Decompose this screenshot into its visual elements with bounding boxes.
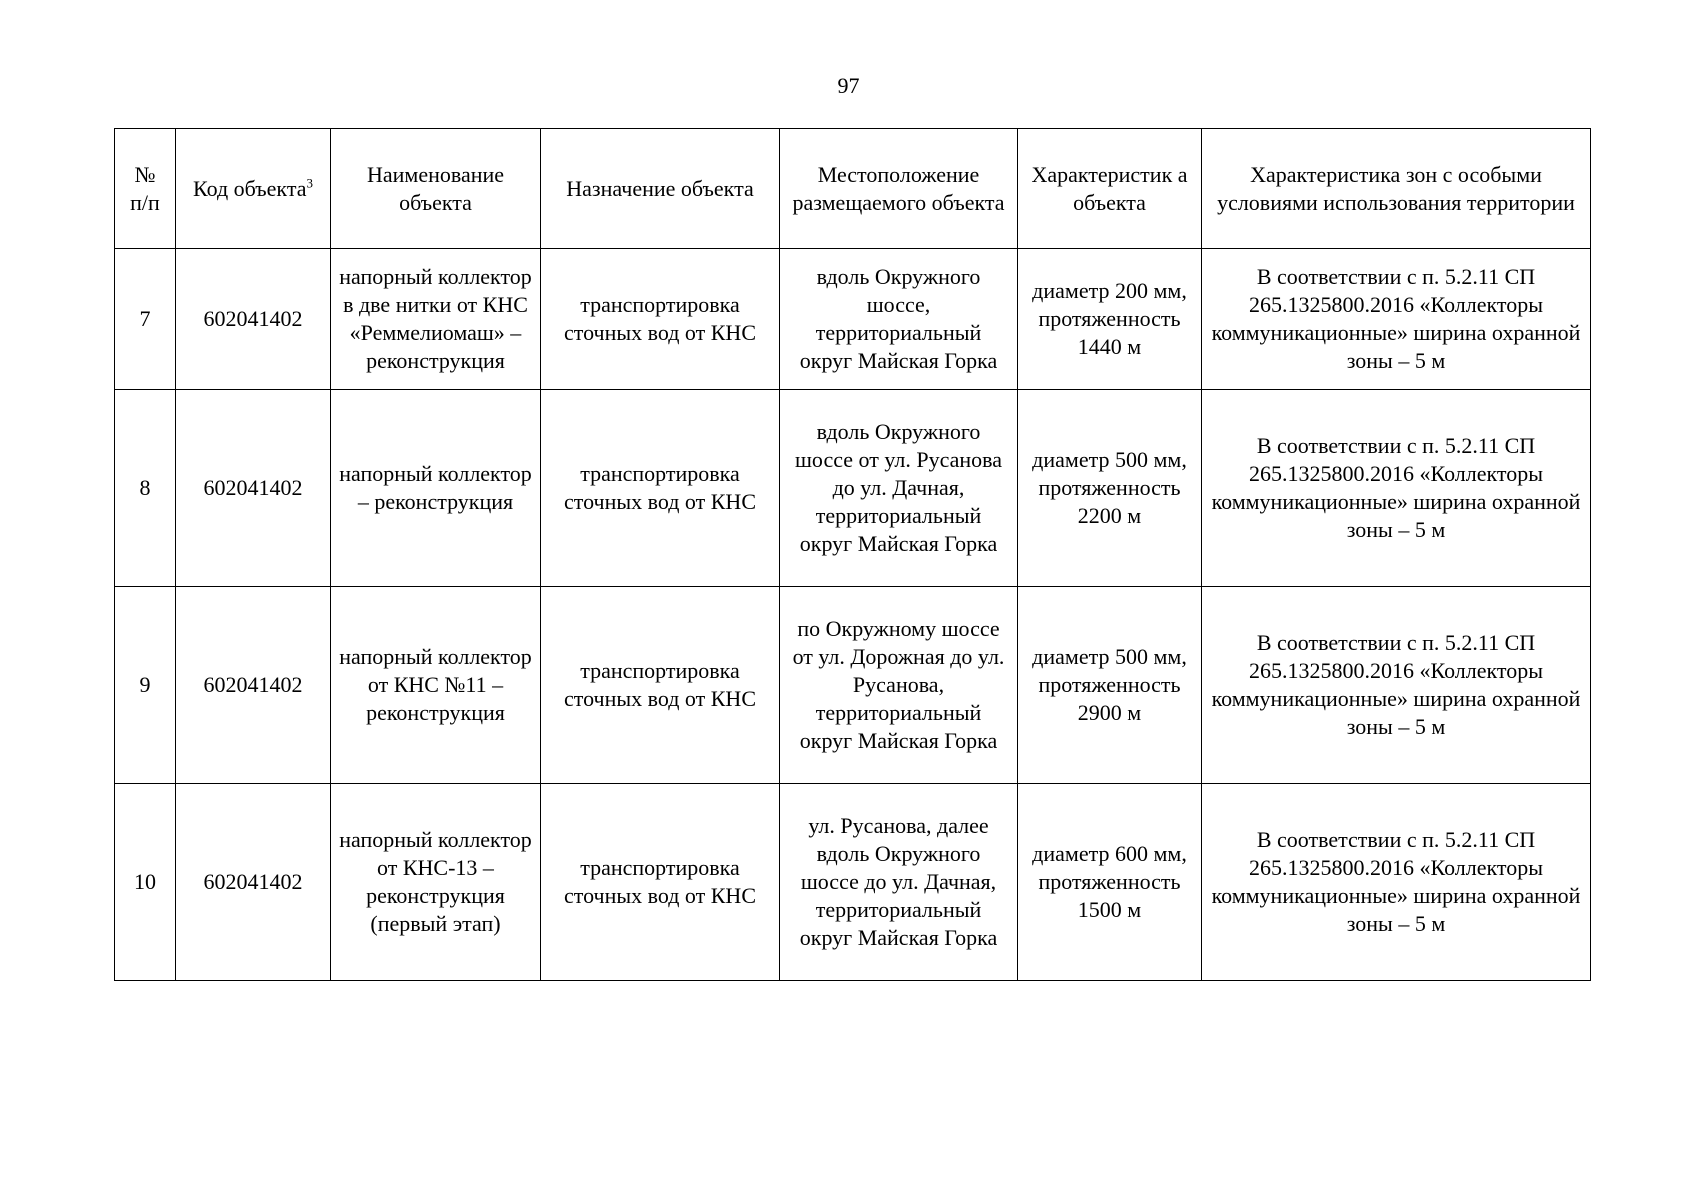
- cell-zones: В соответствии с п. 5.2.11 СП 265.1325800.2016 «Коллекторы коммуникационные» ширина охранной зоны – 5 м: [1202, 390, 1591, 587]
- table-row: [115, 390, 1591, 587]
- cell-location: ул. Русанова, далее вдоль Окружного шоссе до ул. Дачная, территориальный округ Майская Горка: [780, 784, 1018, 981]
- cell-location: вдоль Окружного шоссе от ул. Русанова до ул. Дачная, территориальный округ Майская Горка: [780, 390, 1018, 587]
- header-code-label: Код объекта: [193, 175, 307, 201]
- table-row: [115, 587, 1591, 784]
- cell-name: напорный коллектор – реконструкция: [331, 390, 541, 587]
- footnote-ref: 3: [306, 175, 313, 191]
- table-header-row: [115, 129, 1591, 249]
- cell-characteristics: диаметр 500 мм, протяженность 2200 м: [1018, 390, 1202, 587]
- cell-zones: В соответствии с п. 5.2.11 СП 265.1325800.2016 «Коллекторы коммуникационные» ширина охранной зоны – 5 м: [1202, 784, 1591, 981]
- cell-num: 10: [115, 784, 176, 981]
- header-characteristics: Характеристик а объекта: [1018, 129, 1202, 249]
- header-name: Наименование объекта: [331, 129, 541, 249]
- cell-purpose: транспортировка сточных вод от КНС: [541, 249, 780, 390]
- cell-location: по Окружному шоссе от ул. Дорожная до ул. Русанова, территориальный округ Майская Горка: [780, 587, 1018, 784]
- header-code: [176, 129, 331, 249]
- cell-characteristics: диаметр 200 мм, протяженность 1440 м: [1018, 249, 1202, 390]
- cell-purpose: транспортировка сточных вод от КНС: [541, 784, 780, 981]
- table-row: [115, 784, 1591, 981]
- header-purpose: Назначение объекта: [541, 129, 780, 249]
- cell-code: 602041402: [176, 249, 331, 390]
- cell-name: напорный коллектор от КНС-13 – реконструкция (первый этап): [331, 784, 541, 981]
- cell-zones: В соответствии с п. 5.2.11 СП 265.1325800.2016 «Коллекторы коммуникационные» ширина охранной зоны – 5 м: [1202, 587, 1591, 784]
- header-num: № п/п: [115, 129, 176, 249]
- cell-purpose: транспортировка сточных вод от КНС: [541, 587, 780, 784]
- cell-name: напорный коллектор в две нитки от КНС «Реммелиомаш» – реконструкция: [331, 249, 541, 390]
- cell-name: напорный коллектор от КНС №11 – реконструкция: [331, 587, 541, 784]
- cell-code: 602041402: [176, 784, 331, 981]
- cell-characteristics: диаметр 600 мм, протяженность 1500 м: [1018, 784, 1202, 981]
- cell-zones: В соответствии с п. 5.2.11 СП 265.1325800.2016 «Коллекторы коммуникационные» ширина охранной зоны – 5 м: [1202, 249, 1591, 390]
- table-row: [115, 249, 1591, 390]
- cell-code: 602041402: [176, 390, 331, 587]
- header-zones: Характеристика зон с особыми условиями использования территории: [1202, 129, 1591, 249]
- cell-num: 9: [115, 587, 176, 784]
- cell-characteristics: диаметр 500 мм, протяженность 2900 м: [1018, 587, 1202, 784]
- page-number: 97: [837, 73, 860, 98]
- cell-location: вдоль Окружного шоссе, территориальный округ Майская Горка: [780, 249, 1018, 390]
- cell-purpose: транспортировка сточных вод от КНС: [541, 390, 780, 587]
- objects-table: [114, 128, 1591, 981]
- cell-num: 7: [115, 249, 176, 390]
- cell-code: 602041402: [176, 587, 331, 784]
- header-location: Местоположение размещаемого объекта: [780, 129, 1018, 249]
- cell-num: 8: [115, 390, 176, 587]
